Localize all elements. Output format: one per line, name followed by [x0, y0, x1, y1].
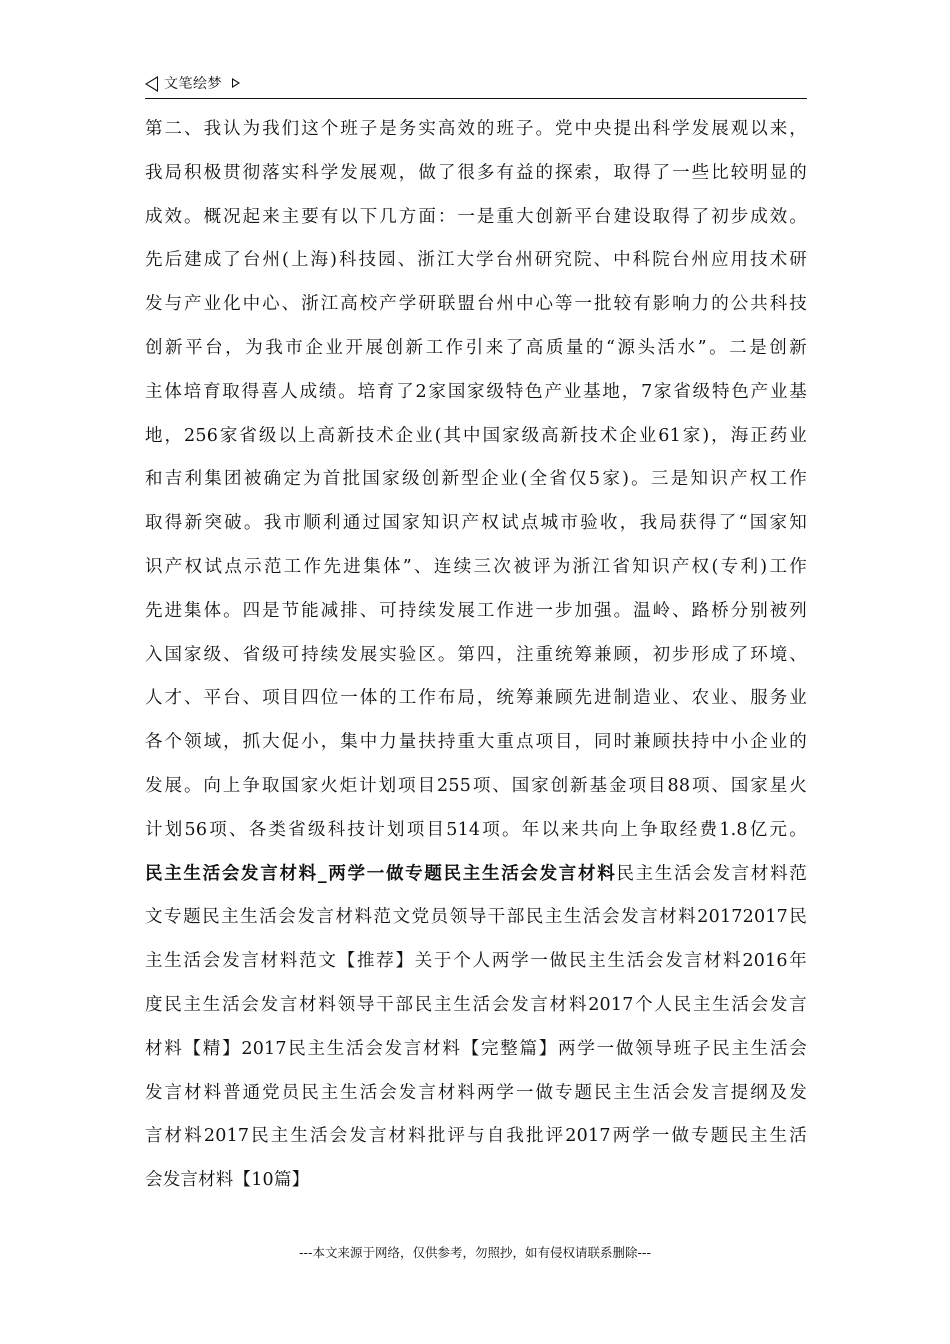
bold-title: 民主生活会发言材料_两学一做专题民主生活会发言材料	[145, 863, 617, 884]
header-title: 文笔绘梦	[164, 76, 222, 92]
document-body	[145, 112, 807, 1207]
text-line: 材料【精】2017民主生活会发言材料【完整篇】两学一做领导班子民主生活会	[145, 1038, 807, 1059]
footer-disclaimer: ---本文来源于网络，仅供参考，勿照抄，如有侵权请联系删除---	[298, 1245, 652, 1260]
text-line: 言材料2017民主生活会发言材料批评与自我批评2017两学一做专题民主生活	[145, 1126, 807, 1147]
text-line: 发与产业化中心、浙江高校产学研联盟台州中心等一批较有影响力的公共科技	[145, 294, 807, 315]
text-line: 地，256家省级以上高新技术企业(其中国家级高新技术企业61家)，海正药业	[145, 425, 807, 446]
paragraph-1	[145, 112, 807, 857]
page-header	[145, 74, 807, 99]
text-run: 民主生活会发言材料范	[616, 863, 807, 884]
text-line: 入国家级、省级可持续发展实验区。第四，注重统筹兼顾，初步形成了环境、	[145, 644, 807, 665]
text-line: 人才、平台、项目四位一体的工作布局，统筹兼顾先进制造业、农业、服务业	[145, 688, 807, 709]
text-line: 成效。概况起来主要有以下几方面：一是重大创新平台建设取得了初步成效。	[145, 206, 807, 227]
text-line: 各个领域，抓大促小，集中力量扶持重大重点项目，同时兼顾扶持中小企业的	[145, 732, 807, 753]
paragraph-2	[145, 857, 807, 1207]
text-line: 发言材料普通党员民主生活会发言材料两学一做专题民主生活会发言提纲及发	[145, 1082, 807, 1103]
text-line: 先进集体。四是节能减排、可持续发展工作进一步加强。温岭、路桥分别被列	[145, 600, 807, 621]
text-line: 主生活会发言材料范文【推荐】关于个人两学一做民主生活会发言材料2016年	[145, 951, 807, 972]
text-line: 计划56项、各类省级科技计划项目514项。年以来共向上争取经费1.8亿元。	[145, 819, 807, 840]
text-line: 文专题民主生活会发言材料范文党员领导干部民主生活会发言材料20172017民	[145, 907, 807, 928]
text-line: 我局积极贯彻落实科学发展观，做了很多有益的探索，取得了一些比较明显的	[145, 162, 807, 183]
text-line: 主体培育取得喜人成绩。培育了2家国家级特色产业基地，7家省级特色产业基	[145, 381, 807, 402]
text-line: 先后建成了台州(上海)科技园、浙江大学台州研究院、中科院台州应用技术研	[145, 250, 807, 271]
text-line: 会发言材料【10篇】	[145, 1170, 310, 1191]
text-line: 度民主生活会发言材料领导干部民主生活会发言材料2017个人民主生活会发言	[145, 994, 807, 1015]
triangle-left-icon	[145, 76, 158, 92]
text-line: 识产权试点示范工作先进集体”、连续三次被评为浙江省知识产权(专利)工作	[145, 556, 807, 577]
text-line: 取得新突破。我市顺利通过国家知识产权试点城市验收，我局获得了“国家知	[145, 513, 807, 534]
text-line-mixed	[145, 857, 807, 901]
text-line: 发展。向上争取国家火炬计划项目255项、国家创新基金项目88项、国家星火	[145, 775, 807, 796]
text-line: 第二、我认为我们这个班子是务实高效的班子。党中央提出科学发展观以来，	[145, 119, 807, 139]
text-line: 和吉利集团被确定为首批国家级创新型企业(全省仅5家)。三是知识产权工作	[145, 469, 807, 490]
triangle-right-icon	[232, 78, 240, 88]
text-line: 创新平台，为我市企业开展创新工作引来了高质量的“源头活水”。二是创新	[145, 337, 807, 358]
